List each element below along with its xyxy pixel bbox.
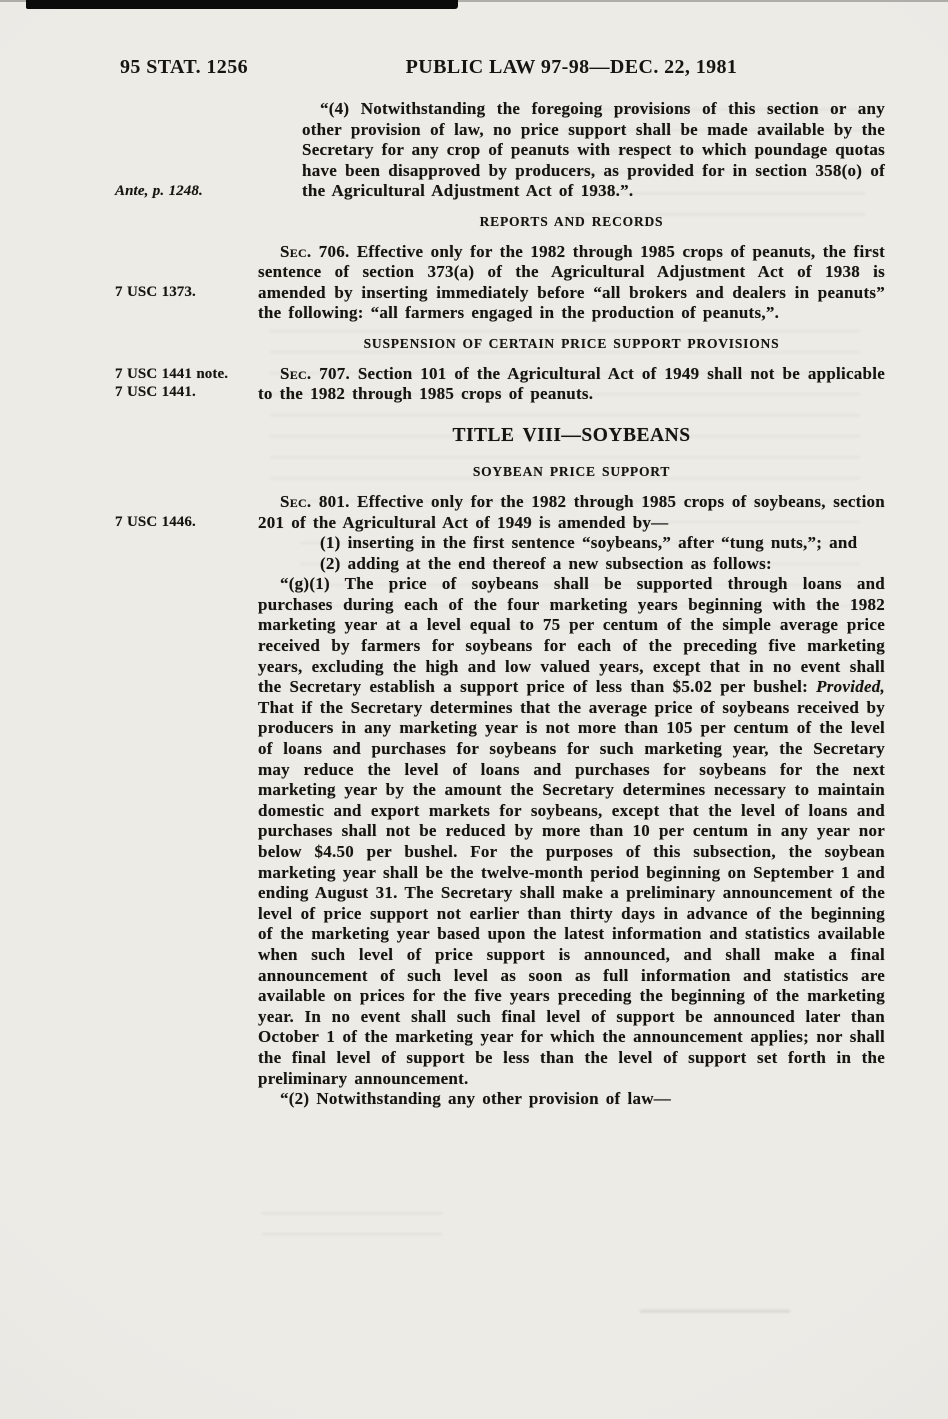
- subsection-g1-text-before-proviso: “(g)(1) The price of soybeans shall be supported through loans and purchases during each of the four marketing years beginning with the 1982 marketing year at a level equal to 75 per centum of the simple average price received by farmers for soybeans for each of the preceding five marketing years, excluding the high and low valued years, except that in no event shall the Secretary establish a support price of less than $5.02 per bushel:: [258, 574, 885, 697]
- public-law-running-head: PUBLIC LAW 97-98—DEC. 22, 1981: [405, 56, 738, 78]
- section-801-text: Effective only for the 1982 through 1985 crops of soybeans, section 201 of the Agricultural Act of 1949 is amended by—: [258, 491, 885, 532]
- section-801-item-2: (2) adding at the end thereof a new subsection as follows:: [320, 553, 772, 573]
- section-707-number: Sec. 707.: [280, 363, 350, 383]
- quoted-paragraph-text: “(4) Notwithstanding the foregoing provisions of this section or any other provision of law, no price support shall be made available by the Secretary for any crop of peanuts with respect to which poundage quotas have been disapproved by producers, as provided for in section 358(o) of the Agricultural Adjustment Act of 1938.”.: [302, 99, 885, 201]
- bleedthrough-artifact: [262, 1212, 442, 1252]
- subsection-g2-intro: “(2) Notwithstanding any other provision of law—: [280, 1089, 671, 1109]
- statute-quoted-paragraph-4: [115, 99, 885, 202]
- section-801-item-1: (1) inserting in the first sentence “soybeans,” after “tung nuts,”; and: [320, 533, 858, 553]
- section-706-number: Sec. 706.: [280, 241, 350, 261]
- title-viii-heading: TITLE VIII—SOYBEANS: [452, 424, 691, 446]
- subsection-g1-paragraph: [258, 574, 885, 1089]
- statute-section-706: [115, 241, 885, 324]
- section-801-number: Sec. 801.: [280, 491, 350, 511]
- heading-suspension-of-price-support: SUSPENSION OF CERTAIN PRICE SUPPORT PROVISIONS: [363, 335, 780, 351]
- margin-note-7usc1441-note: 7 USC 1441 note.: [115, 365, 229, 382]
- subsection-g1-text-after-proviso: That if the Secretary determines that the average price of soybeans received by producers in any marketing year is not more than 105 per centum of the level of loans and purchases for soybeans for such marketing year, the Secretary may reduce the level of loans and purchases for soybeans for the next marketing year by the amount the Secretary determines necessary to maintain domestic and export markets for soybeans, except that the level of loans and purchases shall not be reduced by more than 10 per centum in any year nor below $4.50 per bushel. For the purposes of this subsection, the soybean marketing year shall be the twelve-month period beginning on September 1 and ending August 31. The Secretary shall make a preliminary announcement of the level of price support not earlier than thirty days in advance of the beginning of the marketing year based upon the latest information and statistics available when such level of price support is announced, and shall make a final announcement of such level as soon as full information and statistics are available on prices for the five years preceding the beginning of the marketing year. In no event shall such final level of support be announced later than October 1 of the marketing year for which the announcement applies; nor shall the final level of support be less than the level of support set forth in the preliminary announcement.: [258, 697, 885, 1088]
- statute-body-column: [115, 99, 886, 1110]
- margin-note-7usc1441: 7 USC 1441.: [115, 383, 196, 400]
- section-706-text: Effective only for the 1982 through 1985 crops of peanuts, the first sentence of section 373(a) of the Agricultural Adjustment Act of 1938 is amended by inserting immediately before “all brokers and dealers in peanuts” the following: “all farmers engaged in the production of peanuts,”.: [258, 241, 885, 323]
- page-header: [0, 56, 948, 84]
- proviso-italic: Provided,: [816, 677, 885, 697]
- section-707-text: Section 101 of the Agricultural Act of 1949 shall not be applicable to the 1982 through 1985 crops of peanuts.: [258, 363, 886, 404]
- heading-soybean-price-support: SOYBEAN PRICE SUPPORT: [472, 464, 671, 480]
- scan-edge-artifact: [26, 0, 458, 9]
- margin-note-ante-p1248: Ante, p. 1248.: [115, 182, 203, 199]
- bleedthrough-artifact: [640, 1310, 790, 1320]
- statutes-page-number: 95 STAT. 1256: [120, 56, 248, 78]
- margin-note-7usc1446: 7 USC 1446.: [115, 513, 196, 530]
- heading-reports-and-records: REPORTS AND RECORDS: [479, 213, 664, 229]
- margin-note-7usc1373: 7 USC 1373.: [115, 283, 196, 300]
- statute-section-707: [115, 363, 886, 405]
- statute-section-801: [115, 491, 885, 533]
